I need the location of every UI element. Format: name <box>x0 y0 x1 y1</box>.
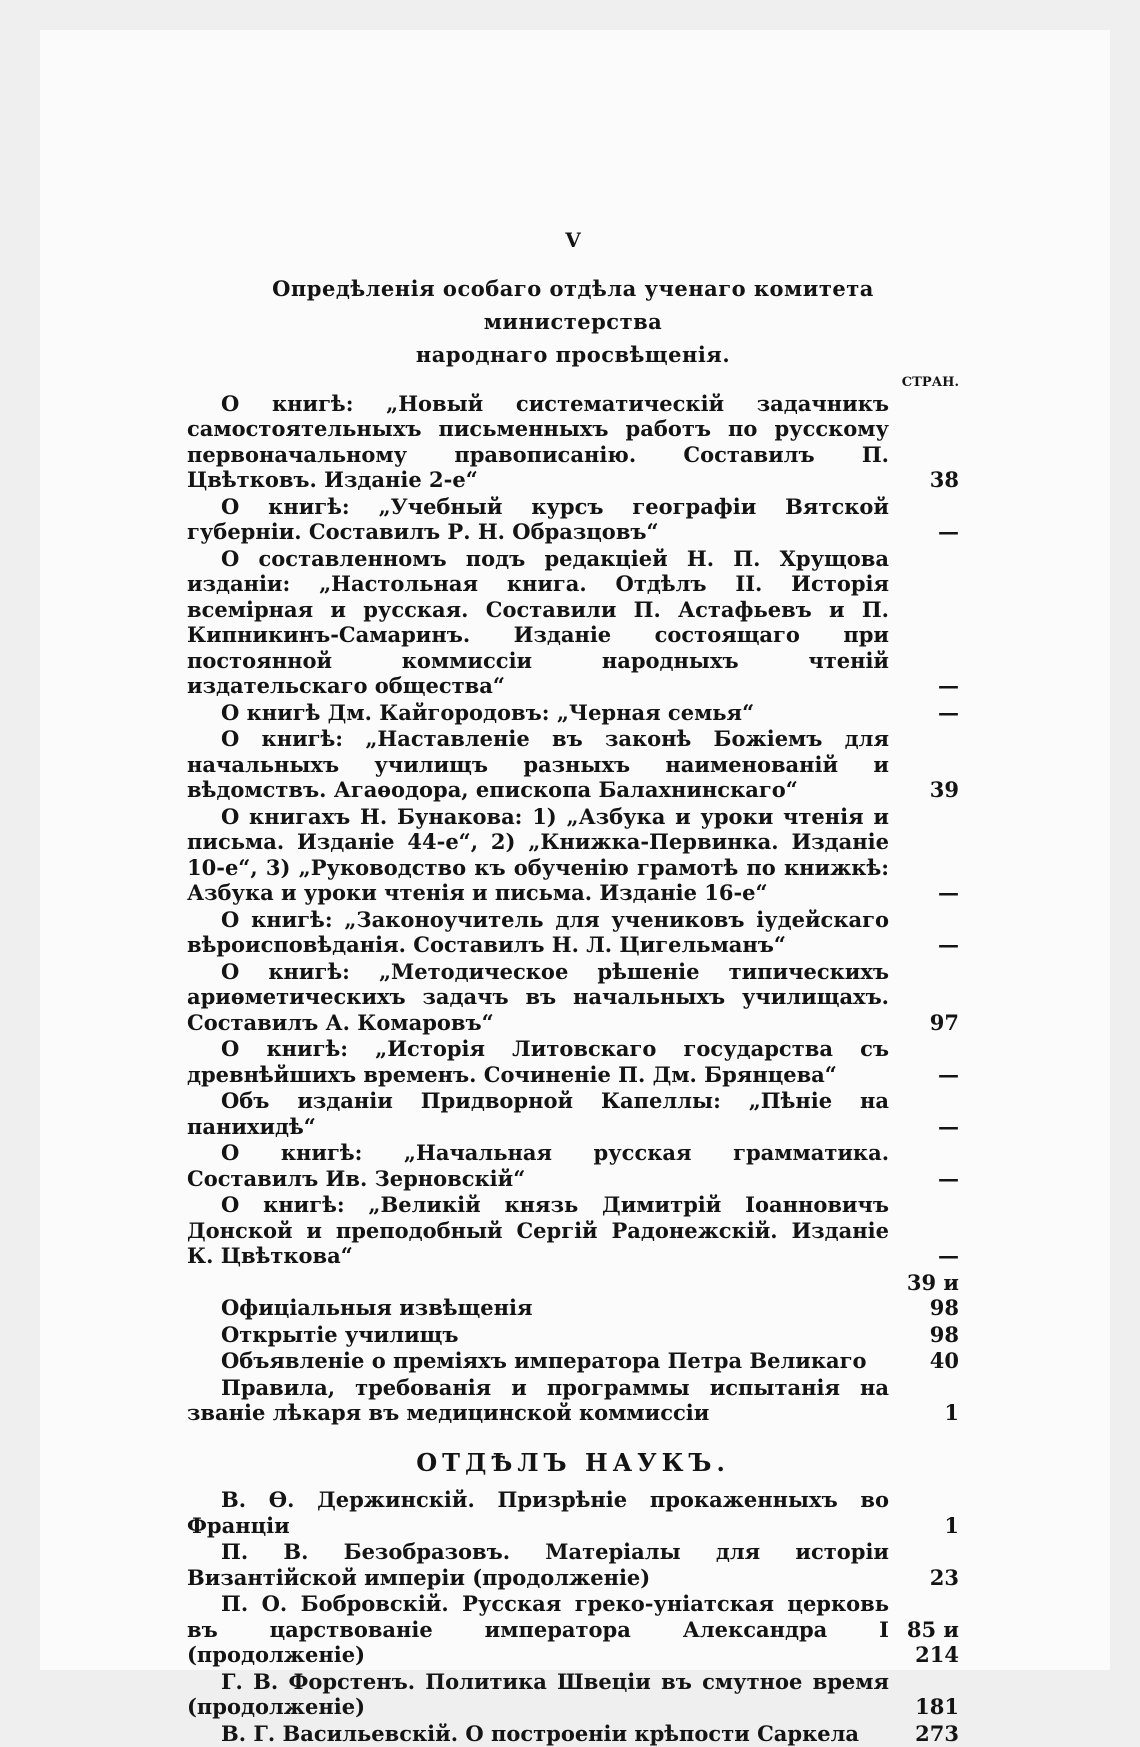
toc-entry-text: П. О. Бобровскій. Русская греко-уніатская церковь въ царствованіе императора Александра I (продолженіе) <box>187 1591 889 1667</box>
toc-entry-page: 23 <box>929 1564 959 1590</box>
toc-entry-text: Объ изданіи Придворной Капеллы: „Пѣніе на панихидѣ“ <box>187 1088 889 1139</box>
toc-entry-page: 39 и 98 <box>906 1269 959 1320</box>
section-title-line1: Опредѣленія особаго отдѣла ученаго комитета министерства <box>272 275 874 334</box>
toc-entry <box>187 726 959 803</box>
toc-entry-text: Объявленіе о преміяхъ императора Петра Великаго <box>221 1348 867 1373</box>
toc-entry-page: — <box>938 1113 959 1139</box>
toc-entry <box>187 1591 959 1668</box>
toc-entry-text: О книгѣ: „Великій князь Димитрій Іоанновичъ Донской и преподобный Сергій Радонежскій. Изданіе К. Цвѣткова“ <box>187 1192 889 1268</box>
toc-entry-page: — <box>938 519 959 544</box>
toc-entry-page: 40 <box>929 1348 959 1373</box>
toc-entry-text: О книгѣ Дм. Кайгородовъ: „Черная семья“ <box>221 699 755 725</box>
contents-column <box>187 228 959 1747</box>
toc-entry-page: 1 <box>944 1400 959 1425</box>
page-column-label: СТРАН. <box>901 374 959 390</box>
toc-entry-page: 1 <box>944 1512 959 1538</box>
section-title-line2: народнаго просвѣщенія. <box>415 341 731 367</box>
toc-entry-page: — <box>938 1243 959 1268</box>
toc-entry-page: 85 и 214 <box>906 1616 959 1667</box>
toc-entry-page: — <box>938 1061 959 1087</box>
toc-entry-text: Открытіе училищъ <box>221 1321 459 1347</box>
toc-entry-page: — <box>938 699 959 725</box>
toc-entry <box>187 1140 959 1191</box>
toc-entry-page: 97 <box>929 1009 959 1035</box>
committee-entries <box>187 391 959 1426</box>
toc-entry-text: Г. В. Форстенъ. Политика Швеціи въ смутное время (продолженіе) <box>187 1668 889 1719</box>
toc-entry <box>187 1721 959 1747</box>
toc-entry <box>187 494 959 545</box>
toc-entry <box>187 804 959 906</box>
toc-entry <box>187 391 959 493</box>
toc-entry <box>187 1088 959 1139</box>
page-number: V <box>565 228 581 252</box>
toc-entry <box>187 1375 959 1426</box>
toc-entry-page: — <box>938 673 959 698</box>
toc-entry-page: — <box>938 932 959 957</box>
toc-entry-text: Офиціальныя извѣщенія <box>221 1295 533 1320</box>
toc-entry <box>187 1322 959 1348</box>
toc-entry-text: О книгѣ: „Исторія Литовскаго государства съ древнѣйшихъ временъ. Сочиненіе П. Дм. Брянцева“ <box>187 1036 889 1087</box>
toc-entry-text: В. Ѳ. Держинскій. Призрѣніе прокаженныхъ во Франціи <box>187 1487 889 1538</box>
toc-entry <box>187 1487 959 1538</box>
toc-entry <box>187 959 959 1036</box>
toc-entry <box>187 1669 959 1720</box>
toc-entry-text: О книгѣ: „Начальная русская грамматика. Составилъ Ив. Зерновскій“ <box>187 1140 889 1191</box>
toc-entry <box>187 1192 959 1269</box>
toc-entry <box>187 1348 959 1374</box>
toc-entry-page: 181 <box>915 1694 959 1719</box>
toc-entry <box>187 700 959 726</box>
toc-entry-page: 273 <box>915 1720 959 1746</box>
toc-entry-page: 38 <box>929 467 959 492</box>
toc-entry-text: О книгѣ: „Законоучитель для учениковъ іудейскаго вѣроисповѣданія. Составилъ Н. Л. Цигельманъ“ <box>187 906 889 957</box>
science-entries <box>187 1487 959 1746</box>
toc-entry-text: В. Г. Васильевскій. О построеніи крѣпости Саркела <box>221 1720 860 1746</box>
toc-entry-page: 39 <box>929 777 959 802</box>
toc-entry <box>187 1036 959 1087</box>
toc-entry <box>187 907 959 958</box>
toc-entry-text: О книгѣ: „Учебный курсъ географіи Вятской губерніи. Составилъ Р. Н. Образцовъ“ <box>187 493 889 544</box>
toc-entry-page: — <box>938 880 959 905</box>
toc-entry-text: О книгѣ: „Методическое рѣшеніе типическихъ ариѳметическихъ задачъ въ начальныхъ училищахъ. Составилъ А. Комаровъ“ <box>187 958 889 1035</box>
toc-entry-page: — <box>938 1165 959 1191</box>
toc-entry-text: О составленномъ подъ редакціей Н. П. Хрущова изданіи: „Настольная книга. Отдѣлъ II. Исторія всемірная и русская. Составили П. Астафьевъ и П. Кипникинъ-Самаринъ. Изданіе состоящаго при постоянной коммиссіи народныхъ чтеній издательскаго общества“ <box>187 545 889 698</box>
toc-entry <box>187 1539 959 1590</box>
toc-entry-text: О книгѣ: „Новый систематическій задачникъ самостоятельныхъ письменныхъ работъ по русскому первоначальному правописанію. Составилъ П. Цвѣтковъ. Изданіе 2-е“ <box>187 390 889 492</box>
toc-entry <box>187 546 959 699</box>
toc-entry-page: 98 <box>929 1321 959 1347</box>
toc-entry-text: О книгахъ Н. Бунакова: 1) „Азбука и уроки чтенія и письма. Изданіе 44-е“, 2) „Книжка-Первинка. Изданіе 10-е“, 3) „Руководство къ обученію грамотѣ по книжкѣ: Азбука и уроки чтенія и письма. Изданіе 16-е“ <box>187 803 889 905</box>
toc-entry-text: П. В. Безобразовъ. Матеріалы для исторіи Византійской имперіи (продолженіе) <box>187 1539 889 1590</box>
science-section-title: ОТДѢЛЪ НАУКЪ. <box>416 1447 730 1477</box>
toc-entry-text: Правила, требованія и программы испытанія на званіе лѣкаря въ медицинской коммиссіи <box>187 1374 889 1425</box>
toc-entry-text: О книгѣ: „Наставленіе въ законѣ Божіемъ для начальныхъ училищъ разныхъ наименованій и вѣдомствъ. Агаѳодора, епископа Балахнинскаго“ <box>187 726 889 802</box>
toc-entry <box>187 1270 959 1321</box>
